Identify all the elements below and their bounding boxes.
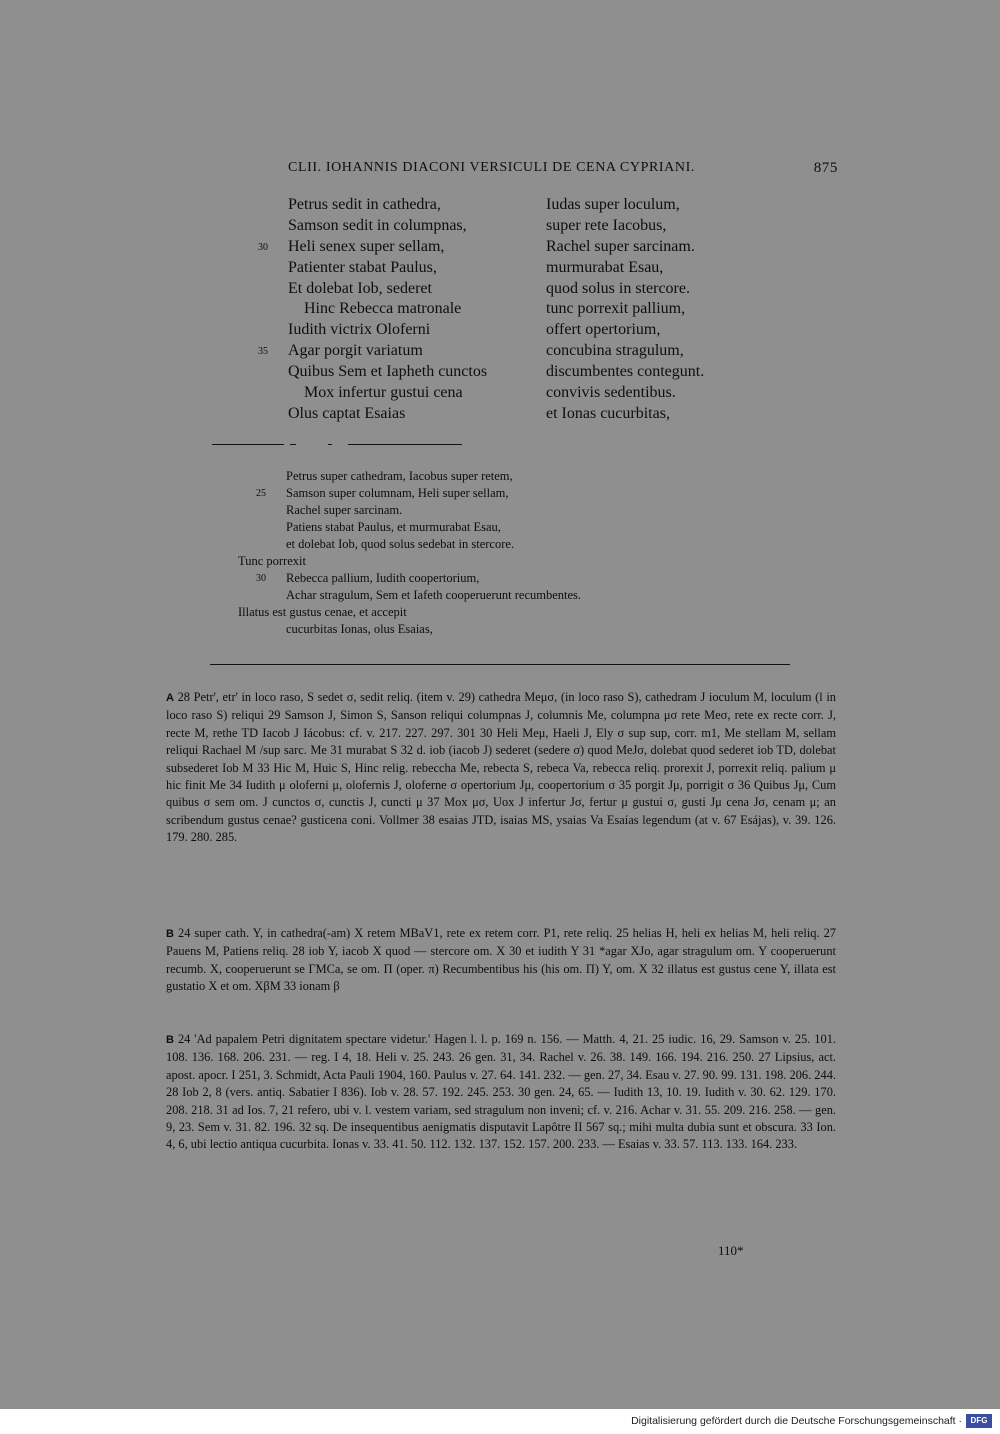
second-half-line: offert opertorium, <box>546 321 661 339</box>
line-text: Patiens stabat Paulus, et murmurabat Esau, <box>286 520 501 534</box>
poem-version-a <box>236 195 756 425</box>
line-text: Achar stragulum, Sem et Iafeth cooperuerunt recumbentes. <box>286 588 582 602</box>
first-half-line: Hinc Rebecca matronale <box>304 300 462 318</box>
poem-version-b <box>238 468 688 638</box>
apparatus-text: 24 'Ad papalem Petri dignitatem spectare videtur.' Hagen l. l. p. 169 n. 156. — Matth. 4, 21. 25 iudic. 16, 29. Samson v. 25. 101. 108. 136. 168. 206. 231. — reg. I 4, 18. Heli v. 25. 243. 26 gen. 31, 34. Rachel v. 26. 38. 149. 166. 194. 216. 250. 27 Lipsius, act. apost. apocr. I 251, 3. Schmidt, Acta Pauli 1904, 160. Paulus v. 27. 64. 141. 232. — gen. 27, 34. Esau v. 27. 90. 99. 131. 198. 206. 244. 28 Iob 2, 8 (vers. antiq. Sabatier I 836). Iob v. 28. 57. 192. 245. 253. 30 gen. 24, 65. — Iudith 13, 10. 19. Iudith v. 30. 62. 129. 170. 208. 218. 31 ad Ios. 7, 21 refero, ubi v. l. vestem variam, sed stragulum non inveni; cf. v. 216. Achar v. 31. 55. 209. 216. 258. — gen. 9, 23. Sem v. 31. 82. 196. 32 sq. De insequentibus aenigmatis disputavit Lapôtre II 567 sq.; mihi multa dubia sunt et obscura. 33 Ion. 4, 6, ubi lectio antiqua cucurbita. Ionas v. 33. 41. 50. 112. 132. 137. 152. 157. 200. 233. — Esaias v. 33. 57. 113. 133. 164. 233. <box>166 1032 836 1152</box>
line-text: Illatus est gustus cenae, et accepit <box>238 605 407 619</box>
apparatus-a <box>166 689 836 847</box>
version-b-line <box>238 502 688 519</box>
first-half-line: Et dolebat Iob, sederet <box>288 279 432 297</box>
header-title: CLII. IOHANNIS DIACONI VERSICULI DE CENA CYPRIANI. <box>288 160 695 175</box>
second-half-line: et Ionas cucurbitas, <box>546 404 670 422</box>
apparatus-text: 24 super cath. Y, in cathedra(-am) X retem MBaV1, rete ex retem corr. P1, rete reliq. 25 helias H, heli ex helias M, heli reliq. 27 Pauens M, Patiens reliq. 28 iob Y, iacob X quod — stercore om. X 30 et iudith Y 31 *agar XJo, agar stragulum om. Y cooperuerunt recumb. X, cooperuerunt se ΓMCa, se om. Π (oper. π) Recumbentibus his (his om. Π) Y, om. X 32 illatus est gustus cene Y, illata est gustatio X et om. XβM 33 ionam β <box>166 926 836 994</box>
second-half-line: tunc porrexit pallium, <box>546 300 686 318</box>
apparatus-text: 28 Petr', etr' in loco raso, S sedet σ, sedit reliq. (item v. 29) cathedra Meμσ, (in loco raso S), cathedram J ioculum M, loculum (l in loco raso S) reliqui 29 Samson J, Simon S, Sanson reliqui columpnas J, columnis Me, columpna μσ rete Meσ, rete ex recte corr. J, recte M, rethe TD Iacob J Iácobus: cf. v. 217. 227. 297. 301 30 Heli Meμ, Haeli J, Ely σ sup sup, corr. m1, Me stellam M, sellam reliqui Rachael M /sup sarc. Me 31 murabat S 32 d. iob (iacob J) sederet (sedere σ) quod MeJσ, dolebat quod sederet iob TD, dolebat subsederet Iob M 33 Hic M, Huic S, Hinc relig. rebeccha Me, rebecta S, rebeca Va, rebecca reliq. prorexit J, porrexit reliq. palium μ hic finit Me 34 Iudith μ oloferni μ, olofernis J, oloferne σ opertorium Jμ, coopertorium σ 35 porgit Jμ, porrigit σ 36 Quibus Jμ, Cum quibus σ sem om. J cunctos σ, cunctis J, cuncti μ 37 Mox μσ, Uox J infertur Jσ, fertur μ gustui σ, gusti Jμ cena Jσ, cenam μ; an scribendum gustus cenae? gusticena coni. Vollmer 38 esaias JTD, isaias MS, ysaias Va Esaías legendum (at v. 67 Esájas), v. 39. 126. 179. 280. 285. <box>166 690 836 845</box>
apparatus-siglum: A <box>166 692 174 704</box>
version-b-line <box>238 536 688 553</box>
version-b-line <box>238 587 688 604</box>
second-half-line: Rachel super sarcinam. <box>546 237 695 255</box>
poem-line <box>236 195 756 216</box>
line-number: 30 <box>258 241 268 253</box>
line-number: 25 <box>256 488 266 499</box>
apparatus-b-variants <box>166 925 836 996</box>
first-half-line: Petrus sedit in cathedra, <box>288 196 441 213</box>
apparatus-siglum: B <box>166 1034 174 1046</box>
divider-rule <box>328 444 332 445</box>
page-number: 875 <box>813 160 838 176</box>
first-half-line: Heli senex super sellam, <box>288 237 445 255</box>
poem-line <box>236 404 756 425</box>
poem-line <box>236 299 756 320</box>
first-half-line: Samson sedit in columpnas, <box>288 216 467 234</box>
first-half-line: Iudith victrix Oloferni <box>288 321 431 339</box>
line-number: 30 <box>256 573 266 584</box>
first-half-line: Agar porgit variatum <box>288 342 423 360</box>
line-number: 35 <box>258 346 268 358</box>
line-text: Samson super columnam, Heli super sellam, <box>286 486 509 500</box>
printer-signature: 110* <box>718 1243 744 1258</box>
version-b-line <box>238 519 688 536</box>
second-half-line: super rete Iacobus, <box>546 216 667 234</box>
version-b-line <box>238 468 688 485</box>
line-text: Petrus super cathedram, Iacobus super retem, <box>286 469 513 483</box>
poem-line <box>236 279 756 300</box>
apparatus-siglum: B <box>166 928 174 940</box>
divider-rule <box>210 664 790 665</box>
second-half-line: Iudas super loculum, <box>546 196 680 213</box>
poem-line <box>236 362 756 383</box>
version-b-line <box>238 553 688 570</box>
dfg-logo: DFG <box>966 1414 992 1428</box>
line-text: et dolebat Iob, quod solus sedebat in stercore. <box>286 537 515 551</box>
first-half-line: Olus captat Esaias <box>288 404 406 422</box>
poem-line <box>236 258 756 279</box>
version-b-line <box>238 485 688 502</box>
first-half-line: Quibus Sem et Iapheth cunctos <box>288 363 488 381</box>
poem-line <box>236 237 756 258</box>
second-half-line: discumbentes contegunt. <box>546 363 705 381</box>
version-b-line <box>238 570 688 587</box>
apparatus-b-sources <box>166 1031 836 1154</box>
second-half-line: murmurabat Esau, <box>546 258 664 276</box>
version-b-line <box>238 604 688 621</box>
running-header <box>288 160 838 176</box>
poem-line <box>236 216 756 237</box>
apparatus-paragraph <box>166 689 836 847</box>
divider-rule <box>348 444 462 445</box>
first-half-line: Patienter stabat Paulus, <box>288 258 437 276</box>
line-text: cucurbitas Ionas, olus Esaias, <box>286 622 433 636</box>
poem-line <box>236 320 756 341</box>
divider-rule <box>290 444 296 445</box>
version-b-line <box>238 621 688 638</box>
footer-bar <box>0 1409 1000 1434</box>
apparatus-paragraph <box>166 925 836 996</box>
line-text: Tunc porrexit <box>238 554 306 568</box>
second-half-line: quod solus in stercore. <box>546 279 690 297</box>
apparatus-paragraph <box>166 1031 836 1154</box>
second-half-line: convivis sedentibus. <box>546 384 676 402</box>
line-text: Rebecca pallium, Iudith coopertorium, <box>286 571 480 585</box>
line-text: Rachel super sarcinam. <box>286 503 403 517</box>
divider-rule <box>212 444 284 445</box>
poem-line <box>236 341 756 362</box>
poem-line <box>236 383 756 404</box>
funding-credit: Digitalisierung gefördert durch die Deutsche Forschungsgemeinschaft · <box>631 1415 962 1427</box>
first-half-line: Mox infertur gustui cena <box>304 384 463 402</box>
second-half-line: concubina stragulum, <box>546 342 684 360</box>
